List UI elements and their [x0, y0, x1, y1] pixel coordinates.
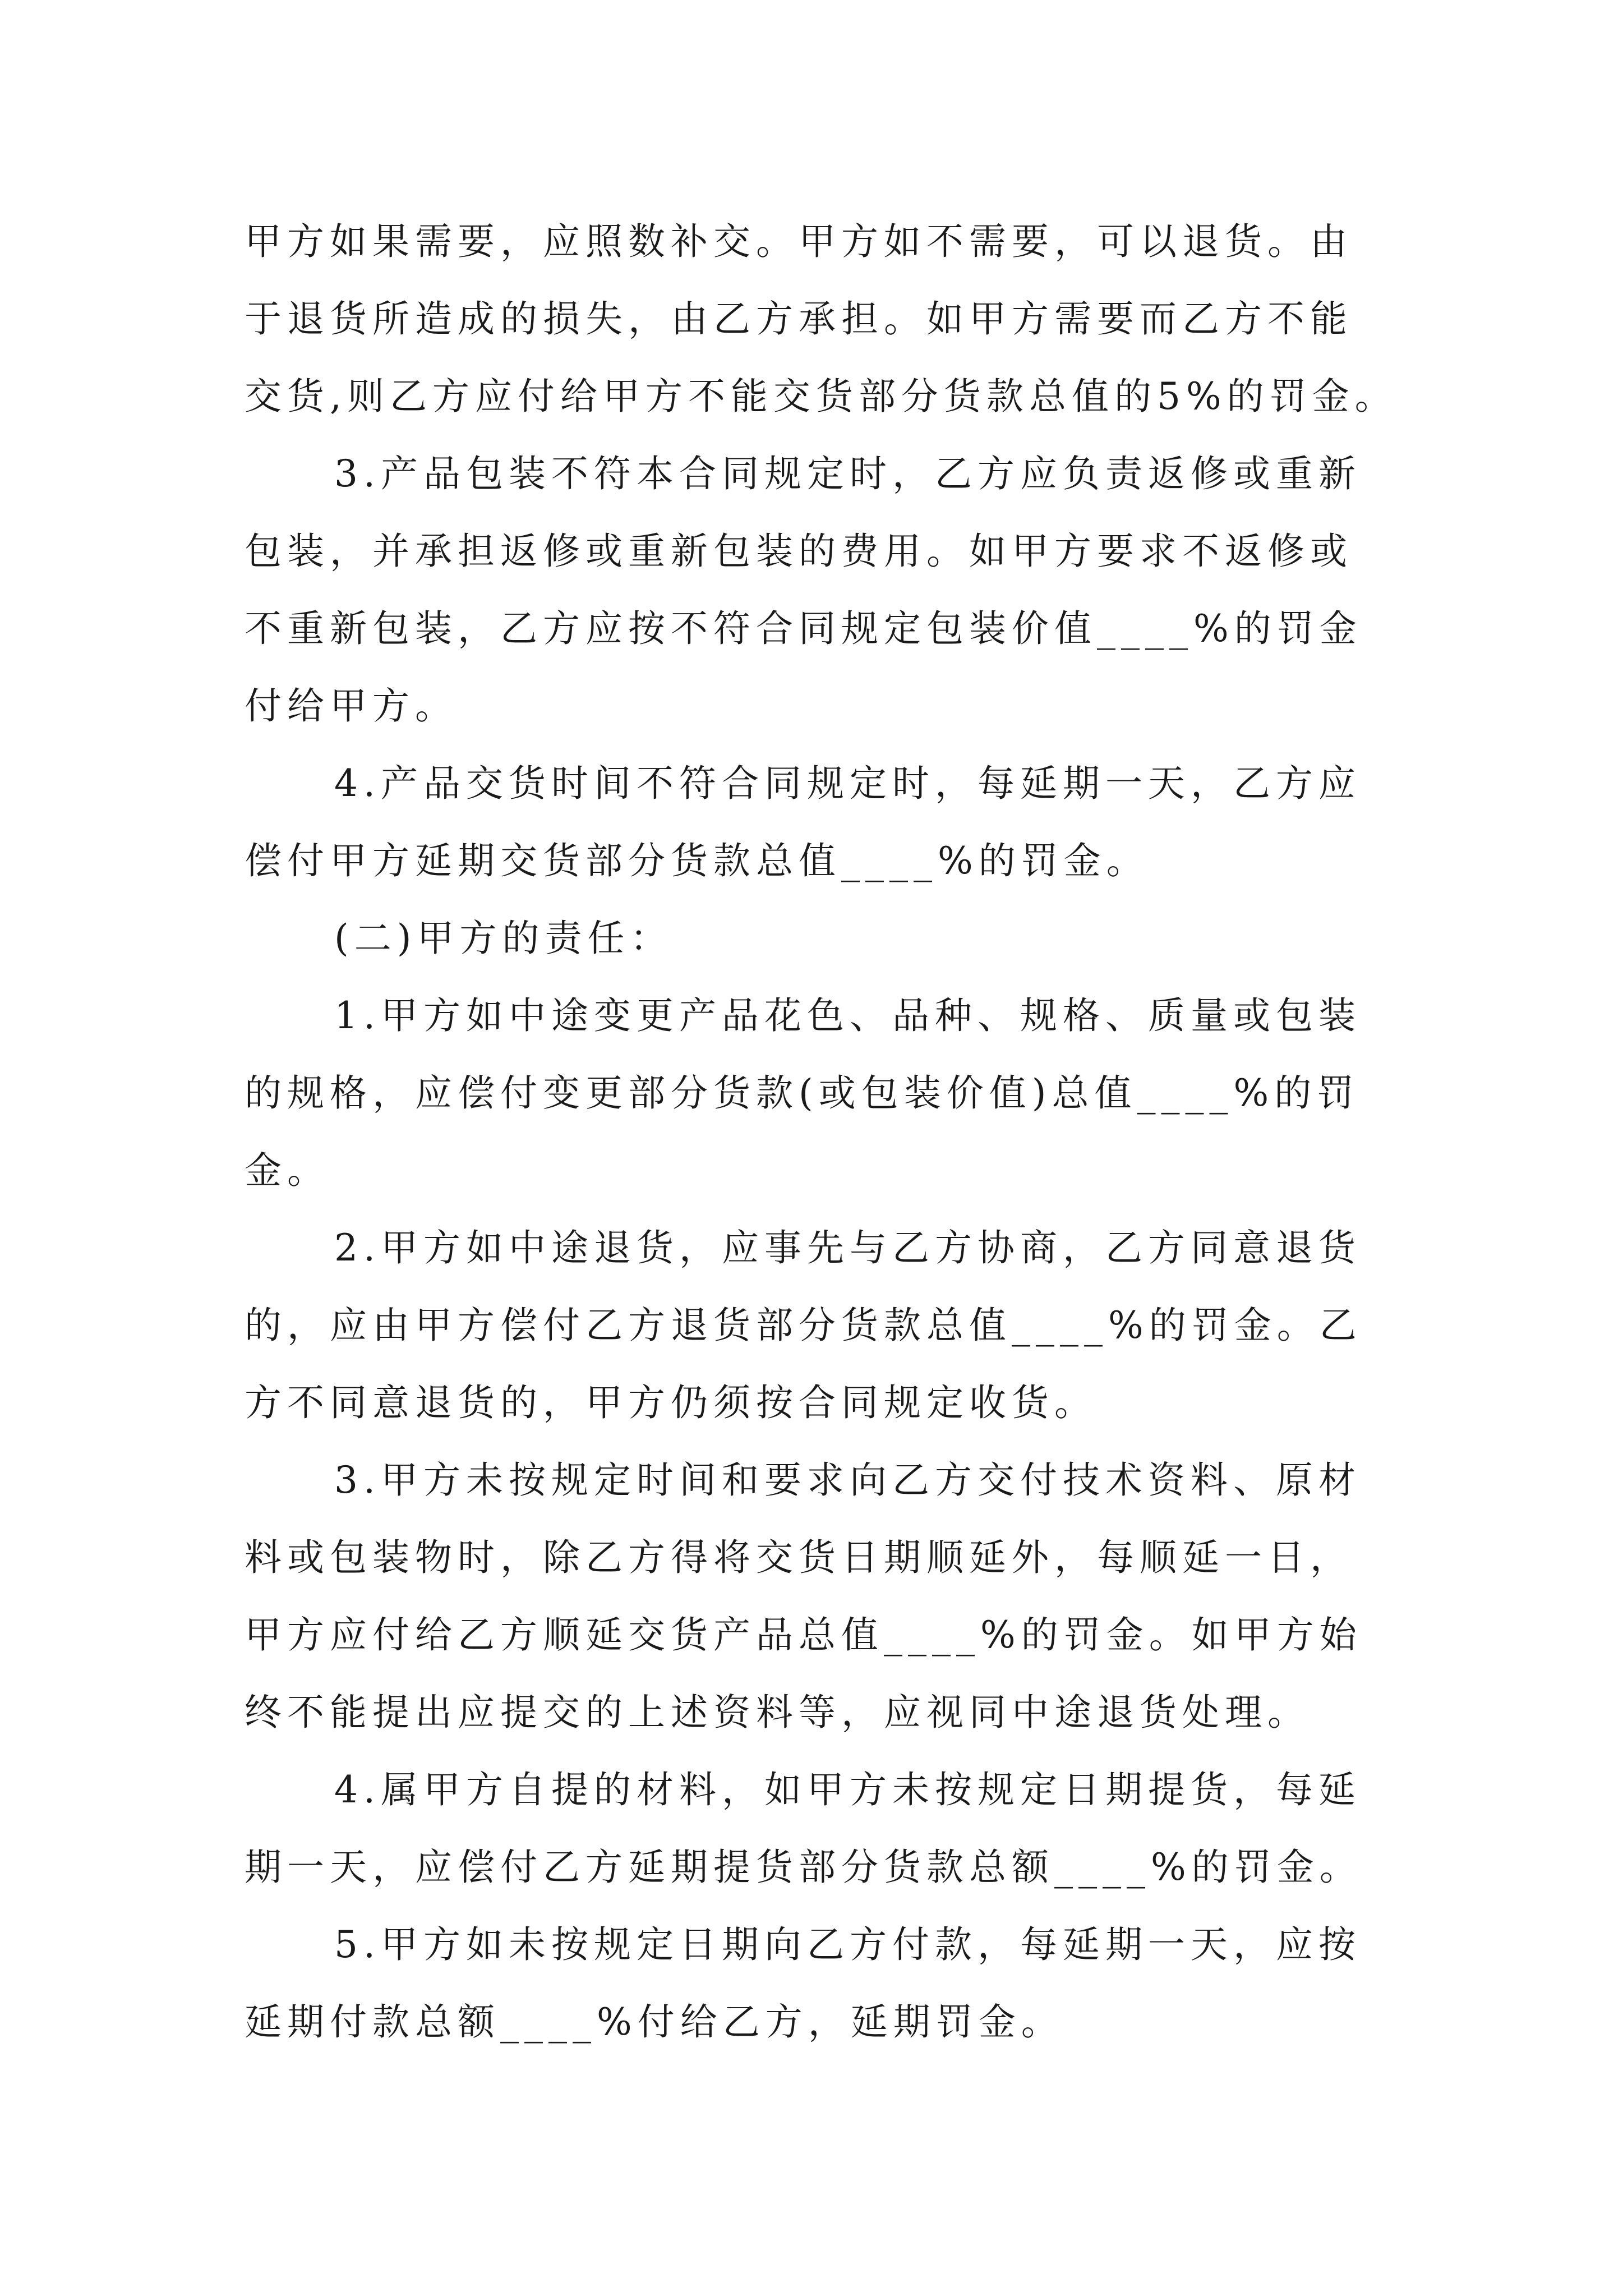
text-line: 终不能提出应提交的上述资料等，应视同中途退货处理。	[245, 1691, 1310, 1734]
text-line: 的规格，应偿付变更部分货款(或包装价值)总值____%的罚	[245, 1071, 1360, 1115]
text-line: 方不同意退货的，甲方仍须按合同规定收货。	[245, 1381, 1097, 1424]
text-line: 交货,则乙方应付给甲方不能交货部分货款总值的5%的罚金。	[245, 375, 1398, 418]
text-line: 4.产品交货时间不符合同规定时，每延期一天，乙方应	[334, 762, 1361, 805]
text-line: 于退货所造成的损失，由乙方承担。如甲方需要而乙方不能	[245, 297, 1353, 341]
text-line: 3.甲方未按规定时间和要求向乙方交付技术资料、原材	[334, 1458, 1361, 1502]
text-line: 金。	[245, 1149, 330, 1192]
text-line: 甲方如果需要，应照数补交。甲方如不需要，可以退货。由	[245, 220, 1353, 263]
section-heading: (二)甲方的责任：	[334, 917, 673, 960]
text-line: 3.产品包装不符本合同规定时，乙方应负责返修或重新	[334, 452, 1361, 495]
text-line: 包装，并承担返修或重新包装的费用。如甲方要求不返修或	[245, 530, 1353, 573]
text-line: 甲方应付给乙方顺延交货产品总值____%的罚金。如甲方始	[245, 1613, 1362, 1657]
text-line: 料或包装物时，除乙方得将交货日期顺延外，每顺延一日，	[245, 1536, 1353, 1579]
text-line: 延期付款总额____%付给乙方，延期罚金。	[245, 2000, 1064, 2044]
text-line: 5.甲方如未按规定日期向乙方付款，每延期一天，应按	[334, 1923, 1361, 1966]
text-line: 期一天，应偿付乙方延期提货部分货款总额____%的罚金。	[245, 1846, 1362, 1889]
text-line: 的，应由甲方偿付乙方退货部分货款总值____%的罚金。乙	[245, 1304, 1362, 1347]
text-line: 付给甲方。	[245, 684, 458, 728]
text-line: 2.甲方如中途退货，应事先与乙方协商，乙方同意退货	[334, 1226, 1361, 1269]
text-line: 不重新包装，乙方应按不符合同规定包装价值____%的罚金	[245, 607, 1362, 650]
text-line: 1.甲方如中途变更产品花色、品种、规格、质量或包装	[334, 994, 1361, 1037]
text-line: 4.属甲方自提的材料，如甲方未按规定日期提货，每延	[334, 1768, 1361, 1811]
text-line: 偿付甲方延期交货部分货款总值____%的罚金。	[245, 839, 1149, 882]
